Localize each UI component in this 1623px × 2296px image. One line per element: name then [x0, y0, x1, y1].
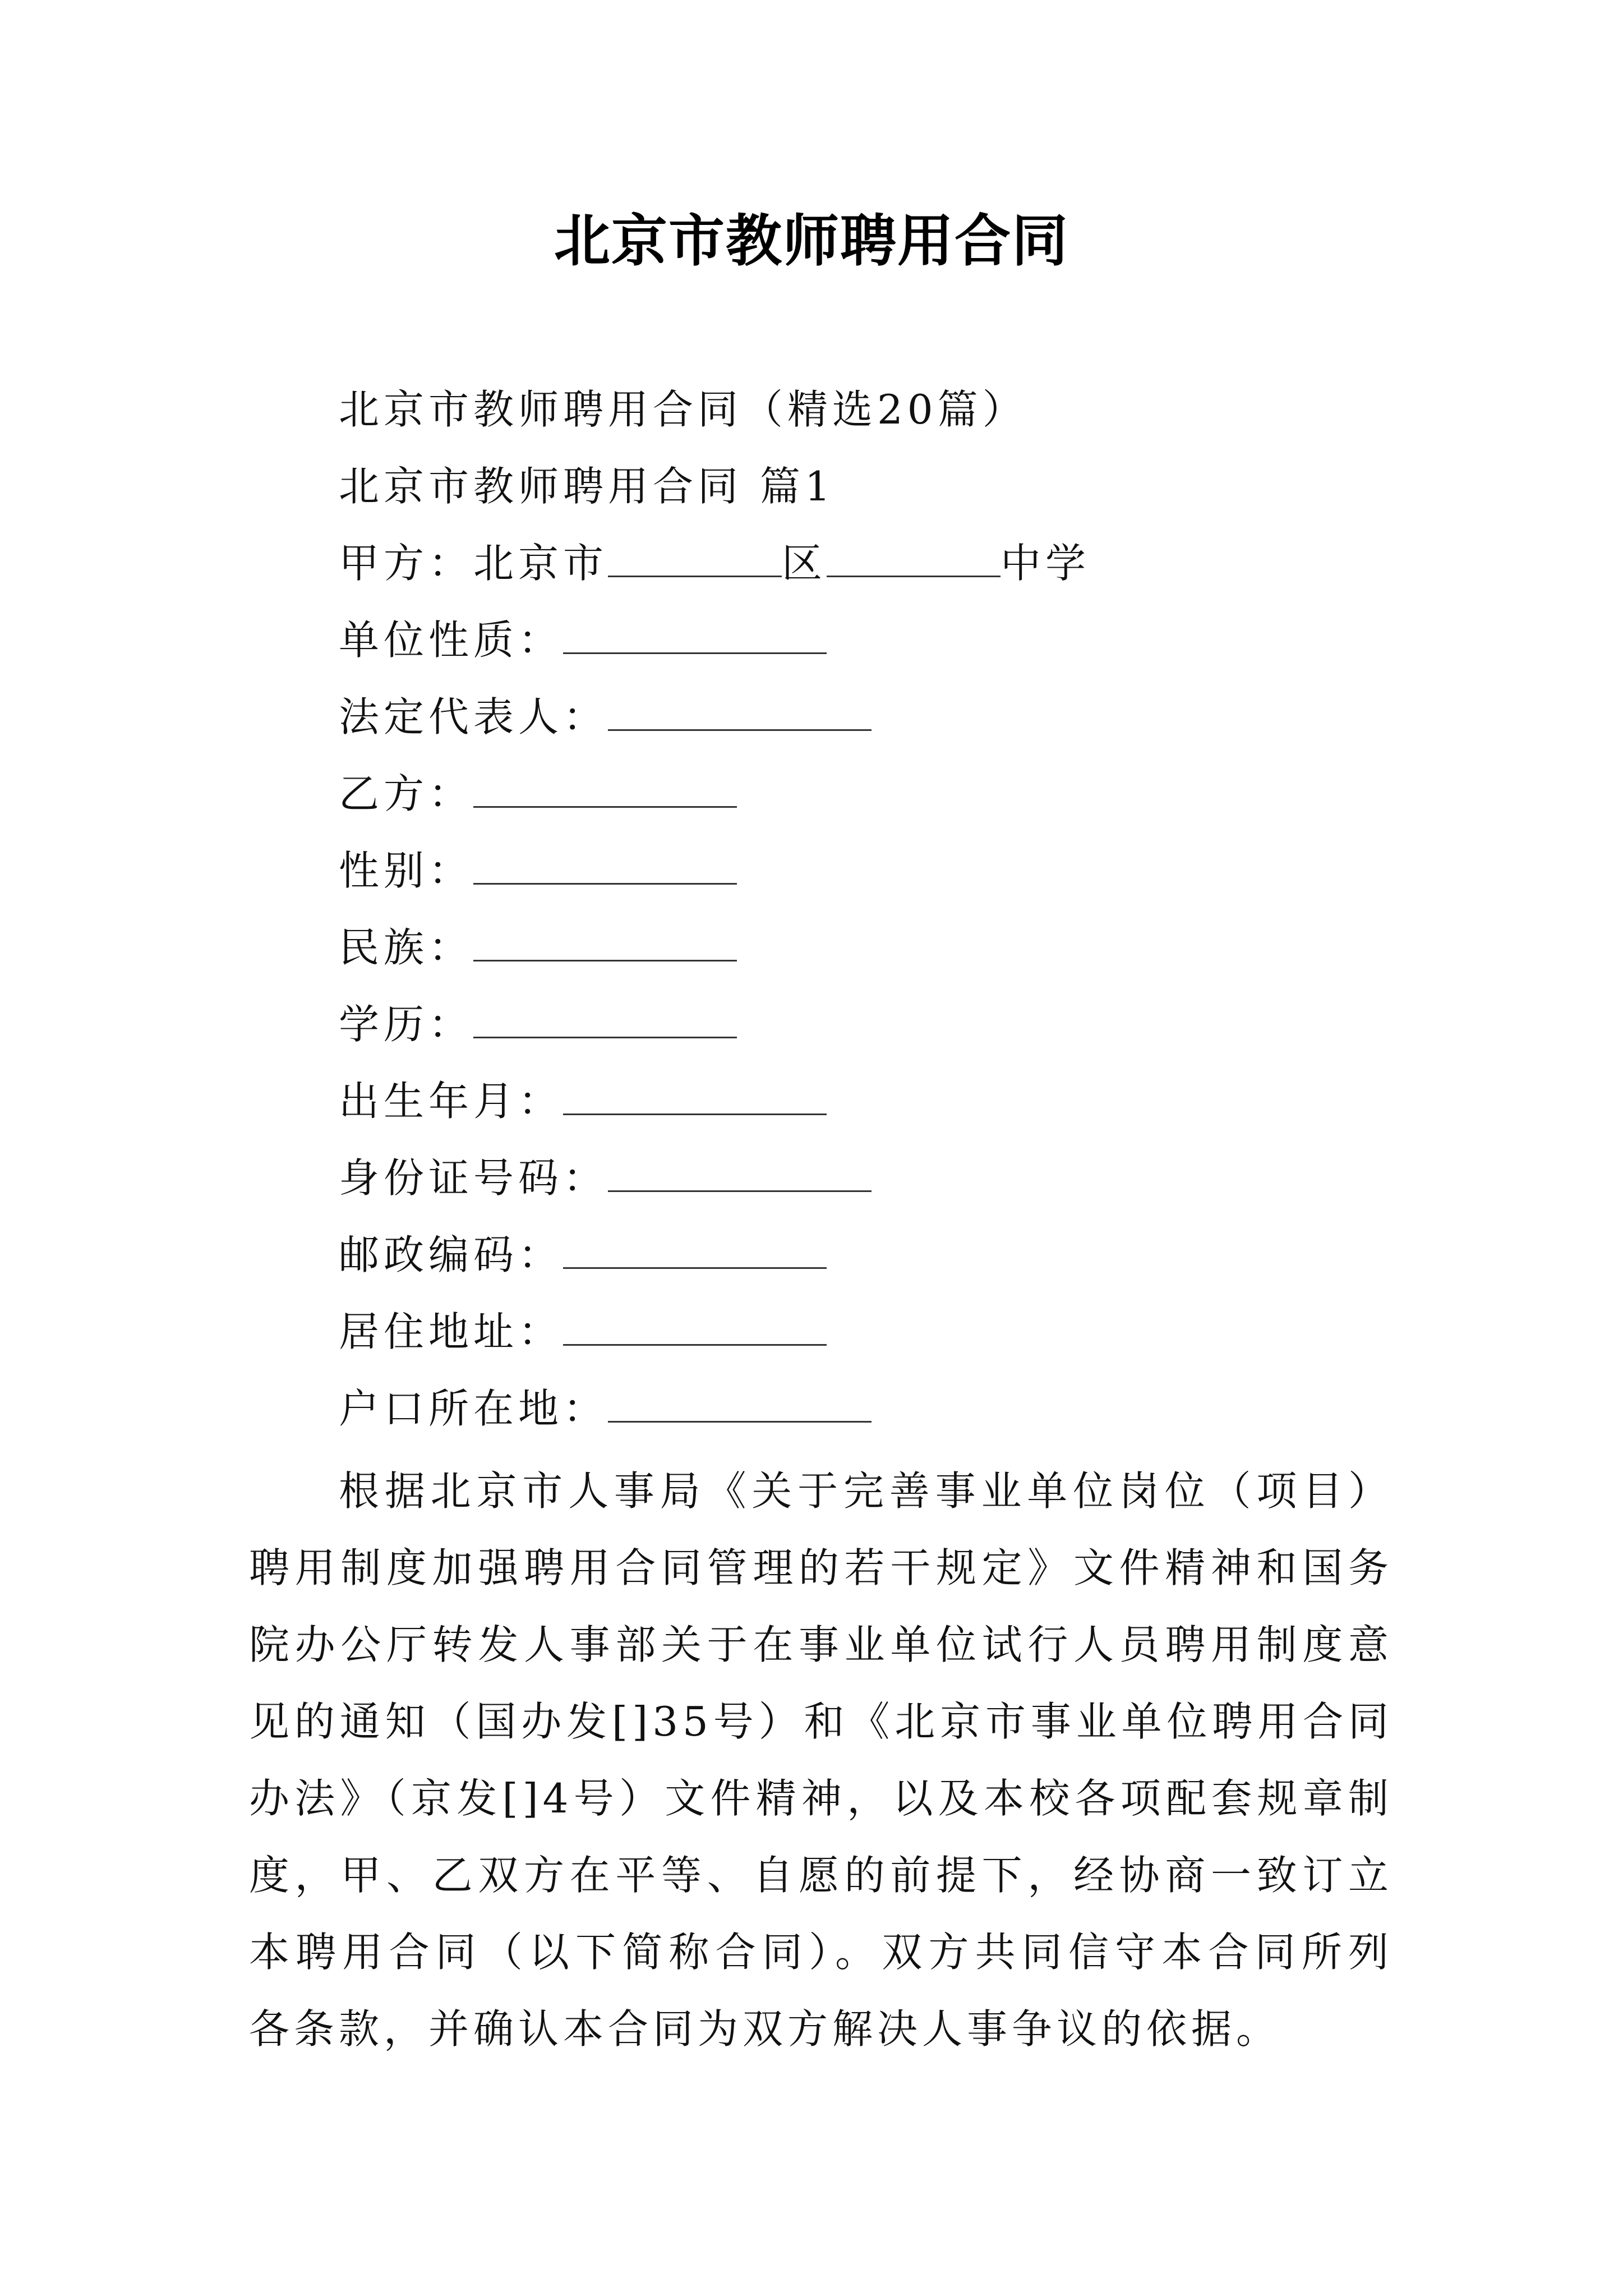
- field-blank: [473, 1001, 737, 1038]
- field-label: 出生年月：: [339, 1078, 564, 1125]
- field-gender: [339, 843, 737, 899]
- field-label: 法定代表人：: [339, 693, 608, 740]
- field-id-number: [339, 1150, 872, 1206]
- document-title: 北京市教师聘用合同: [554, 208, 1069, 274]
- field-blank: [608, 1154, 872, 1192]
- field-blank: [563, 616, 827, 654]
- body-paragraph: 根据北京市人事局《关于完善事业单位岗位（项目）聘用制度加强聘用合同管理的若干规定》文件精神和国务院办公厅转发人事部关于在事业单位试行人员聘用制度意见的通知（国办发[]35号）和《北京市事业单位聘用合同办法》（京发[]4号）文件精神，以及本校各项配套规章制度，甲、乙双方在平等、自愿的前提下，经协商一致订立本聘用合同（以下简称合同）。双方共同信守本合同所列各条款，并确认本合同为双方解决人事争议的依据。: [249, 1467, 1393, 2053]
- field-label: 邮政编码：: [339, 1231, 564, 1278]
- field-education: [339, 996, 737, 1052]
- field-blank: [473, 770, 737, 808]
- field-unit-nature: [339, 612, 827, 668]
- field-legal-representative: [339, 689, 872, 745]
- field-birth-date: [339, 1073, 827, 1129]
- field-blank: [608, 693, 872, 731]
- field-postal-code: [339, 1227, 827, 1283]
- field-label: 户口所在地：: [339, 1385, 608, 1432]
- field-blank: [563, 1231, 827, 1269]
- field-label: 单位性质：: [339, 616, 564, 664]
- district-blank: [608, 540, 782, 577]
- document-subtitle: 北京市教师聘用合同（精选20篇）: [339, 386, 1027, 433]
- field-label: 民族：: [339, 924, 474, 971]
- party-a-line: [339, 535, 1090, 591]
- field-label: 居住地址：: [339, 1308, 564, 1355]
- field-label: 身份证号码：: [339, 1154, 608, 1202]
- field-label: 乙方：: [339, 770, 474, 817]
- school-blank: [827, 540, 1000, 577]
- field-blank: [608, 1385, 872, 1423]
- field-blank: [473, 924, 737, 961]
- field-party-b: [339, 766, 737, 822]
- field-residential-address: [339, 1304, 827, 1360]
- field-ethnicity: [339, 919, 737, 976]
- field-blank: [473, 847, 737, 885]
- field-blank: [563, 1308, 827, 1346]
- party-a-label: 甲方：北京市: [339, 540, 608, 587]
- field-label: 性别：: [339, 847, 474, 894]
- section-heading: 北京市教师聘用合同 篇1: [339, 463, 835, 510]
- school-suffix: 中学: [1000, 540, 1091, 587]
- field-blank: [563, 1078, 827, 1115]
- district-suffix: 区: [782, 540, 827, 587]
- field-household-registration: [339, 1381, 872, 1437]
- field-label: 学历：: [339, 1001, 474, 1048]
